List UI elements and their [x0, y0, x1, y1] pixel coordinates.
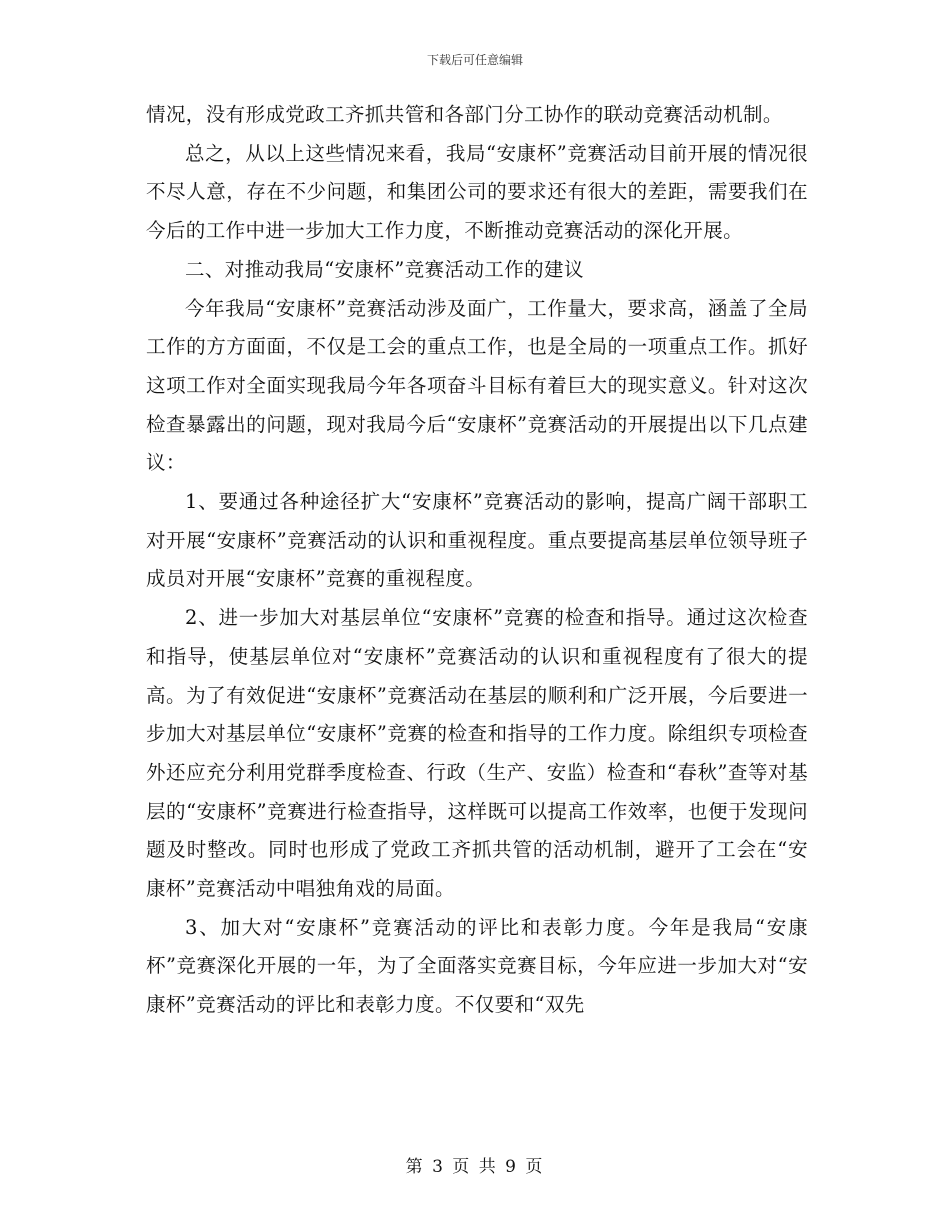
paragraph-suggestion-1: 1、要通过各种途径扩大“安康杯”竞赛活动的影响，提高广阔干部职工对开展“安康杯”竞赛活动的认识和重视程度。重点要提高基层单位领导班子成员对开展“安康杯”竞赛的重视程度。 [146, 490, 808, 591]
page-header: 下载后可任意编辑 [426, 53, 523, 67]
page-footer: 第 3 页 共 9 页 [405, 1157, 545, 1177]
document-body [146, 96, 808, 1025]
section-heading-suggestions: 二、对推动我局“安康杯”竞赛活动工作的建议 [185, 257, 584, 281]
paragraph-summary: 总之，从以上这些情况来看，我局“安康杯”竞赛活动目前开展的情况很不尽人意，存在不少问题，和集团公司的要求还有很大的差距，需要我们在今后的工作中进一步加大工作力度，不断推动竞赛活动的深化开展。 [146, 141, 808, 243]
paragraph-suggestion-3: 3、加大对“安康杯”竞赛活动的评比和表彰力度。今年是我局“安康杯”竞赛深化开展的一年，为了全面落实竞赛目标，今年应进一步加大对“安康杯”竞赛活动的评比和表彰力度。不仅要和“双先 [146, 915, 808, 1017]
paragraph-situation: 情况，没有形成党政工齐抓共管和各部门分工协作的联动竞赛活动机制。 [146, 103, 783, 126]
paragraph-suggestion-2: 2、进一步加大对基层单位“安康杯”竞赛的检查和指导。通过这次检查和指导，使基层单位对“安康杯”竞赛活动的认识和重视程度有了很大的提高。为了有效促进“安康杯”竞赛活动在基层的顺利和广泛开展，今后要进一步加大对基层单位“安康杯”竞赛的检查和指导的工作力度。除组织专项检查外还应充分利用党群季度检查、行政（生产、安监）检查和“春秋”查等对基层的“安康杯”竞赛进行检查指导，这样既可以提高工作效率，也便于发现问题及时整改。同时也形成了党政工齐抓共管的活动机制，避开了工会在“安康杯”竞赛活动中唱独角戏的局面。 [146, 606, 808, 901]
paragraph-intro: 今年我局“安康杯”竞赛活动涉及面广，工作量大，要求高，涵盖了全局工作的方方面面，不仅是工会的重点工作，也是全局的一项重点工作。抓好这项工作对全面实现我局今年各项奋斗目标有着巨大的现实意义。针对这次检查暴露出的问题，现对我局今后“安康杯”竞赛活动的开展提出以下几点建议： [146, 296, 808, 475]
